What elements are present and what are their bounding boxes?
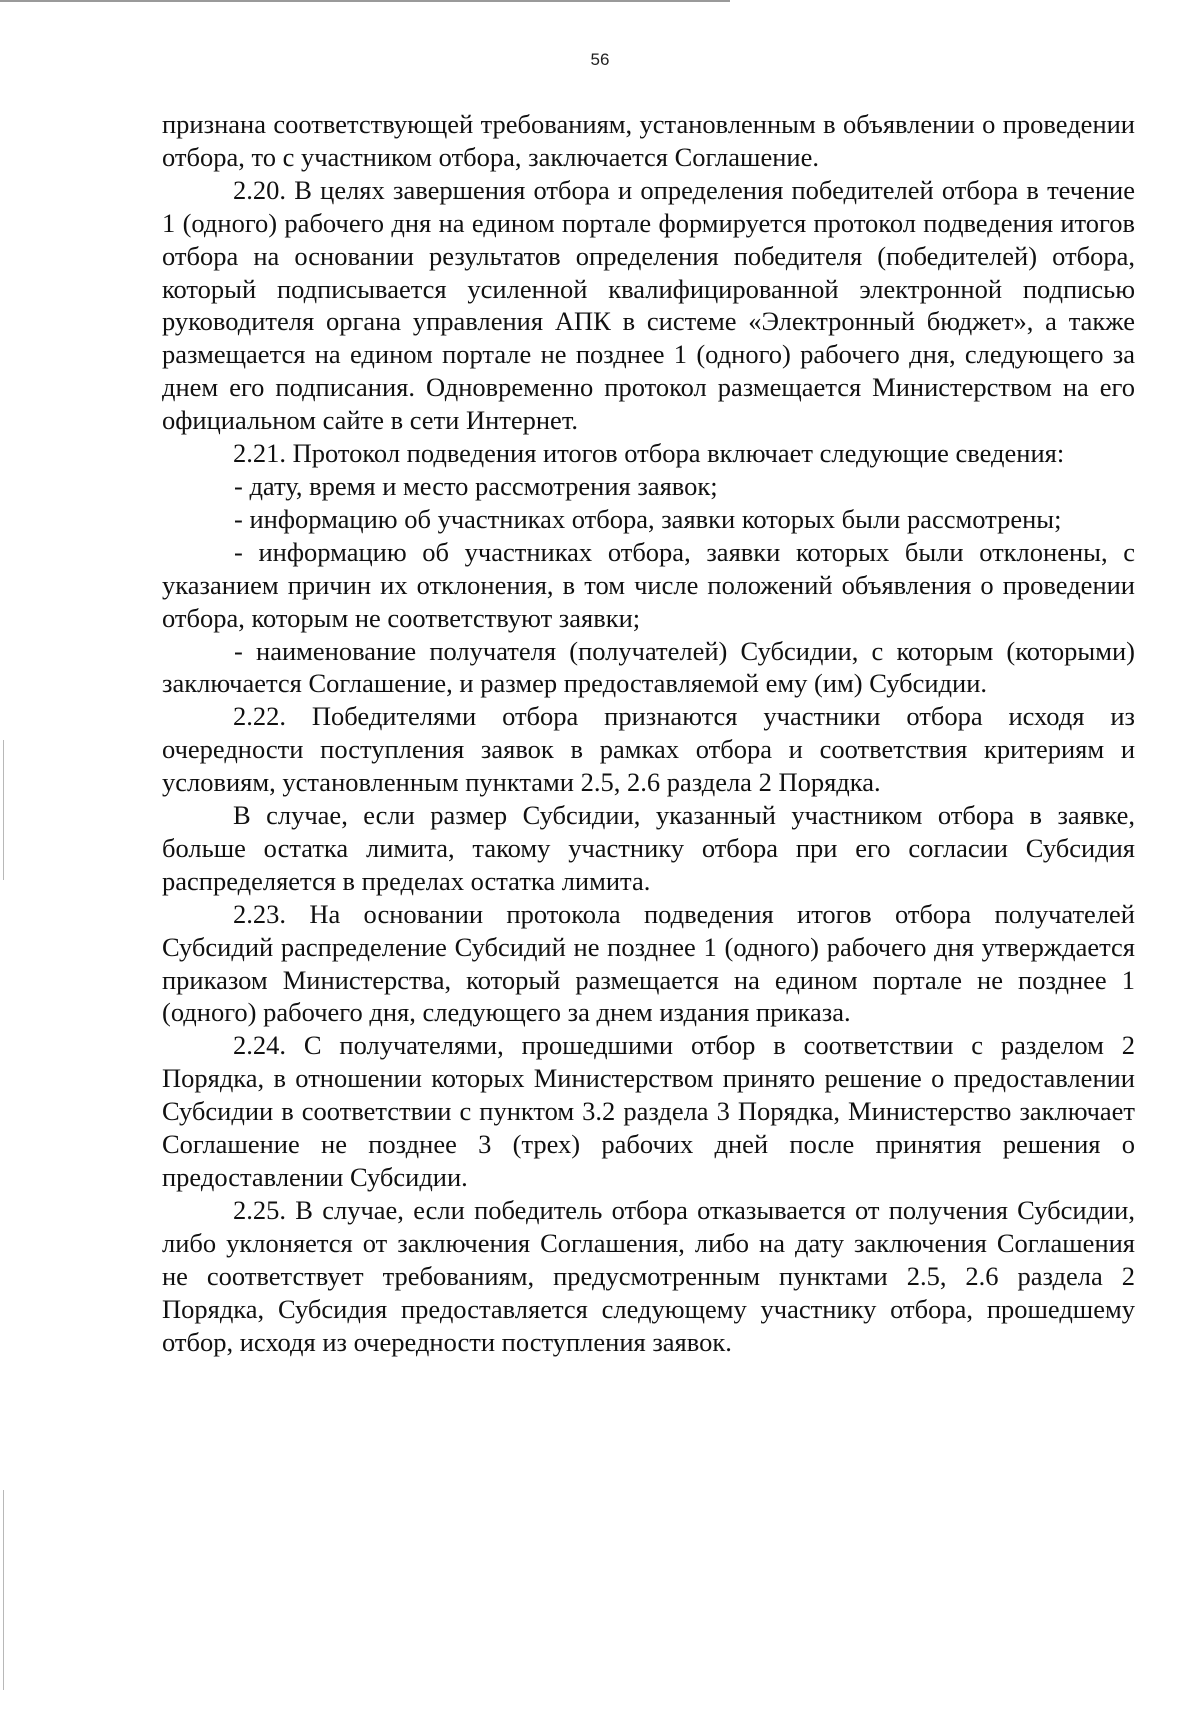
- paragraph-clause-2-24: 2.24. С получателями, прошедшими отбор в соответствии с разделом 2 Порядка, в отношении которых Министерством принято решение о предоставлении Субсидии в соответствии с пунктом 3.2 раздела 3 Порядка, Министерство заключает Соглашение не позднее 3 (трех) рабочих дней после принятия решения о предоставлении Субсидии.: [162, 1030, 1135, 1192]
- scan-edge-left-mark: [3, 740, 4, 880]
- paragraph-clause-2-23: 2.23. На основании протокола подведения итогов отбора получателей Субсидий распределение Субсидий не позднее 1 (одного) рабочего дня утверждается приказом Министерства, который размещается на едином портале не позднее 1 (одного) рабочего дня, следующего за днем издания приказа.: [162, 898, 1135, 1028]
- document-body: [162, 108, 1135, 1358]
- paragraph-clause-2-22-continued: В случае, если размер Субсидии, указанный участником отбора в заявке, больше остатка лимита, такому участнику отбора при его согласии Субсидия распределяется в пределах остатка лимита.: [162, 800, 1135, 896]
- paragraph-clause-2-25: 2.25. В случае, если победитель отбора отказывается от получения Субсидии, либо уклоняется от заключения Соглашения, либо на дату заключения Соглашения не соответствует требованиям, предусмотренным пунктами 2.5, 2.6 раздела 2 Порядка, Субсидия предоставляется следующему участнику отбора, прошедшему отбор, исходя из очередности поступления заявок.: [162, 1194, 1135, 1357]
- scan-edge-left-mark: [3, 1490, 4, 1690]
- list-item-dash: - дату, время и место рассмотрения заявок;: [234, 470, 718, 501]
- page-number: 56: [590, 50, 610, 69]
- paragraph-clause-2-20: 2.20. В целях завершения отбора и определения победителей отбора в течение 1 (одного) рабочего дня на едином портале формируется протокол подведения итогов отбора на основании результатов определения победителя (победителей) отбора, который подписывается усиленной квалифицированной электронной подписью руководителя органа управления АПК в системе «Электронный бюджет», а также размещается на едином портале не позднее 1 (одного) рабочего дня, следующего за днем его подписания. Одновременно протокол размещается Министерством на его официальном сайте в сети Интернет.: [162, 174, 1135, 436]
- scan-edge-top: [0, 0, 730, 2]
- paragraph-continuation: признана соответствующей требованиям, установленным в объявлении о проведении отбора, то с участником отбора, заключается Соглашение.: [162, 109, 1135, 172]
- list-item-dash: - информацию об участниках отбора, заявки которых были отклонены, с указанием причин их отклонения, в том числе положений объявления о проведении отбора, которым не соответствуют заявки;: [162, 536, 1135, 633]
- paragraph-clause-2-21: 2.21. Протокол подведения итогов отбора включает следующие сведения:: [233, 438, 1065, 469]
- paragraph-clause-2-22: 2.22. Победителями отбора признаются участники отбора исходя из очередности поступления заявок в рамках отбора и соответствия критериям и условиям, установленным пунктами 2.5, 2.6 раздела 2 Порядка.: [162, 701, 1135, 798]
- list-item-dash: - наименование получателя (получателей) Субсидии, с которым (которыми) заключается Соглашение, и размер предоставляемой ему (им) Субсидии.: [162, 635, 1135, 699]
- list-item-dash: - информацию об участниках отбора, заявки которых были рассмотрены;: [234, 503, 1062, 534]
